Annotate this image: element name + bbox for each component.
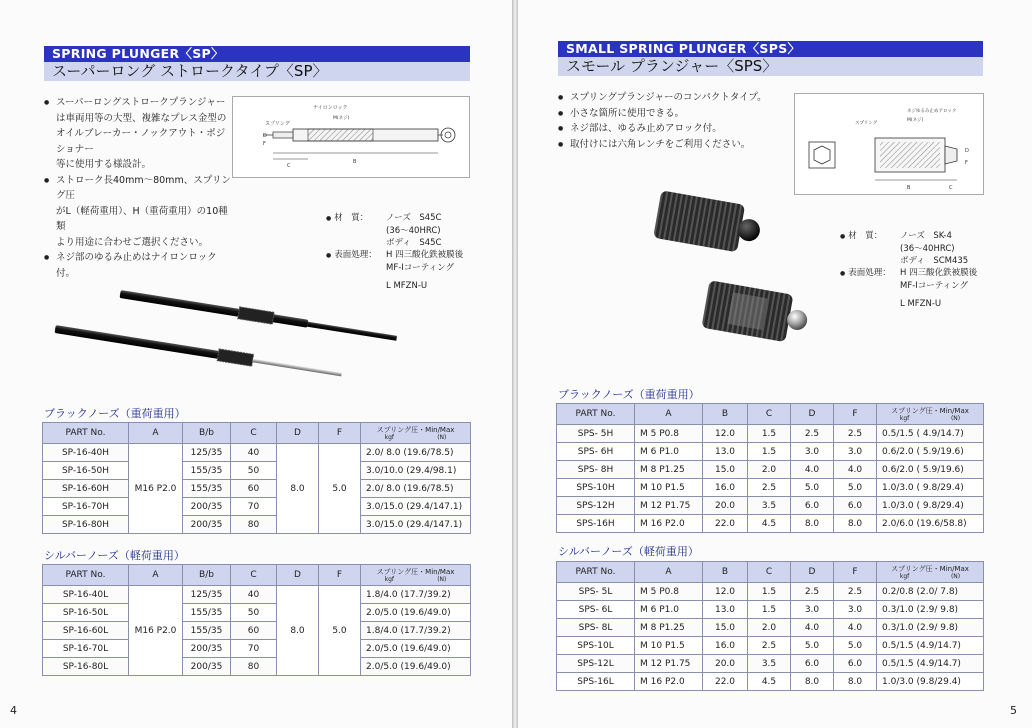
title-en: SPRING PLUNGER〈SP〉 bbox=[44, 46, 470, 62]
cell-c: 2.0 bbox=[748, 619, 791, 637]
table-row bbox=[557, 637, 984, 655]
black-nose-label: ブラックノーズ（重荷重用） bbox=[44, 407, 186, 420]
col-header: PART No. bbox=[43, 423, 129, 444]
title-jp: スモール プランジャー〈SPS〉 bbox=[558, 57, 983, 76]
cell-c: 50 bbox=[231, 462, 277, 480]
cell-b: 20.0 bbox=[703, 655, 748, 673]
part-no: SP-16-80L bbox=[43, 658, 129, 676]
load-header-main: スプリング圧・Min/Max bbox=[376, 567, 455, 576]
cell-c: 2.5 bbox=[748, 637, 791, 655]
table-row bbox=[557, 655, 984, 673]
part-no: SPS-12L bbox=[557, 655, 635, 673]
cell-bb: 200/35 bbox=[183, 516, 231, 534]
col-header: F bbox=[319, 565, 361, 586]
cell-c: 1.5 bbox=[748, 583, 791, 601]
spec-row bbox=[326, 249, 463, 262]
part-no: SPS-16H bbox=[557, 515, 635, 533]
part-no: SPS- 8L bbox=[557, 619, 635, 637]
feature-line: 等に使用する様設計。 bbox=[56, 159, 152, 170]
spec-value: ノーズ SK-4 bbox=[900, 231, 952, 241]
cell-d: 8.0 bbox=[277, 444, 319, 534]
end-view-inner bbox=[445, 132, 451, 138]
spec-key: ● 表面処理： bbox=[326, 250, 377, 260]
cell-load: 1.0/3.0 (9.8/29.4) bbox=[877, 673, 984, 691]
feature-line: ネジ部のゆるみ止めはナイロンロック付。 bbox=[56, 252, 217, 279]
cell-bb: 155/35 bbox=[183, 462, 231, 480]
cell-bb: 200/35 bbox=[183, 498, 231, 516]
part-no: SP-16-70H bbox=[43, 498, 129, 516]
part-no: SPS- 6L bbox=[557, 601, 635, 619]
table-row bbox=[43, 604, 471, 622]
feature-line: ストローク長40mm〜80mm、スプリング圧 bbox=[56, 174, 231, 201]
cell-a: M 16 P2.0 bbox=[635, 673, 703, 691]
thread-section bbox=[308, 129, 373, 141]
col-header: F bbox=[834, 404, 877, 425]
part-no: SP-16-40H bbox=[43, 444, 129, 462]
cell-a: M 8 P1.25 bbox=[635, 619, 703, 637]
table-row bbox=[43, 462, 471, 480]
spec-row bbox=[326, 225, 463, 237]
feature-line: より用途に合わせご選択ください。 bbox=[56, 236, 209, 248]
cell-load: 0.6/2.0 ( 5.9/19.6) bbox=[877, 461, 984, 479]
cell-load: 0.5/1.5 (4.9/14.7) bbox=[877, 637, 984, 655]
cell-d: 8.0 bbox=[791, 515, 834, 533]
col-header: C bbox=[231, 423, 277, 444]
cell-d: 3.0 bbox=[791, 443, 834, 461]
part-no: SPS- 6H bbox=[557, 443, 635, 461]
cell-load: 3.0/10.0 (29.4/98.1) bbox=[361, 462, 471, 480]
load-unit-n: (N) bbox=[950, 572, 961, 580]
label-b: B bbox=[907, 185, 911, 191]
cell-d: 3.0 bbox=[791, 601, 834, 619]
col-header: F bbox=[319, 423, 361, 444]
table-row bbox=[557, 461, 984, 479]
cell-a: M 10 P1.5 bbox=[635, 479, 703, 497]
cell-c: 40 bbox=[231, 444, 277, 462]
spec-row bbox=[326, 237, 463, 249]
col-header-load bbox=[361, 565, 471, 586]
cell-a: M 10 P1.5 bbox=[635, 637, 703, 655]
cell-c: 3.5 bbox=[748, 655, 791, 673]
cell-d: 6.0 bbox=[791, 655, 834, 673]
part-no: SPS-10L bbox=[557, 637, 635, 655]
cell-d: 2.5 bbox=[791, 583, 834, 601]
spec-row bbox=[840, 243, 977, 255]
spec-value: L MFZN-U bbox=[900, 299, 942, 309]
spec-value: MF-Iコーティング bbox=[900, 281, 968, 291]
surface-label: 表面処理 bbox=[334, 250, 369, 260]
table-row bbox=[557, 601, 984, 619]
cell-load: 3.0/15.0 (29.4/147.1) bbox=[361, 516, 471, 534]
cell-b: 13.0 bbox=[703, 601, 748, 619]
spec-row bbox=[840, 298, 977, 310]
label-spring: スプリング bbox=[265, 121, 290, 127]
page-number: 4 bbox=[10, 704, 17, 717]
load-unit-kgf: kgf bbox=[899, 414, 910, 422]
cell-f: 5.0 bbox=[834, 479, 877, 497]
spec-value: H 四三酸化鉄被膜後 bbox=[900, 268, 978, 278]
part-no: SP-16-80H bbox=[43, 516, 129, 534]
rod-silver-nose bbox=[54, 323, 342, 380]
material-label: 材 質 bbox=[848, 231, 874, 241]
feature-line: がL（軽荷重用）、H（重荷重用）の10種類 bbox=[56, 205, 228, 232]
feature-item bbox=[44, 95, 234, 173]
table-row bbox=[557, 673, 984, 691]
cell-b: 15.0 bbox=[703, 461, 748, 479]
cell-bb: 155/35 bbox=[183, 480, 231, 498]
feature-list bbox=[558, 90, 788, 152]
col-header: A bbox=[635, 404, 703, 425]
col-header: C bbox=[748, 404, 791, 425]
cell-bb: 200/35 bbox=[183, 640, 231, 658]
plunger-black-nose bbox=[653, 190, 764, 255]
cell-load: 0.3/1.0 (2.9/ 9.8) bbox=[877, 601, 984, 619]
title-block-sp bbox=[44, 46, 470, 81]
spec-value: MF-Iコーティング bbox=[386, 263, 454, 273]
col-header: D bbox=[277, 423, 319, 444]
feature-list bbox=[44, 95, 234, 281]
part-no: SP-16-60H bbox=[43, 480, 129, 498]
col-header: D bbox=[791, 562, 834, 583]
cell-d: 4.0 bbox=[791, 461, 834, 479]
label-thread: M(ネジ) bbox=[907, 118, 924, 123]
cell-bb: 155/35 bbox=[183, 604, 231, 622]
feature-item: ● 取付けには六角レンチをご利用ください。 bbox=[558, 137, 788, 153]
col-header: B bbox=[703, 562, 748, 583]
silver-nose-label: シルバーノーズ（軽荷重用） bbox=[558, 545, 699, 558]
label-c: C bbox=[287, 163, 291, 169]
col-header: D bbox=[791, 404, 834, 425]
load-header-main: スプリング圧・Min/Max bbox=[891, 406, 969, 415]
cell-load: 1.8/4.0 (17.7/39.2) bbox=[361, 586, 471, 604]
cell-f: 8.0 bbox=[834, 673, 877, 691]
cell-f: 4.0 bbox=[834, 461, 877, 479]
label-lock: ネジゆるみ止めアロック bbox=[907, 109, 957, 114]
thread-section bbox=[880, 142, 940, 168]
cell-d: 8.0 bbox=[791, 673, 834, 691]
cell-c: 60 bbox=[231, 622, 277, 640]
cell-c: 1.5 bbox=[748, 601, 791, 619]
spec-row bbox=[326, 262, 463, 274]
cell-d: 8.0 bbox=[277, 586, 319, 676]
col-header: B/b bbox=[183, 423, 231, 444]
cell-f: 3.0 bbox=[834, 443, 877, 461]
cell-c: 2.0 bbox=[748, 461, 791, 479]
cell-a: M16 P2.0 bbox=[129, 444, 183, 534]
cell-a: M16 P2.0 bbox=[129, 586, 183, 676]
cell-a: M 12 P1.75 bbox=[635, 655, 703, 673]
cell-f: 4.0 bbox=[834, 619, 877, 637]
nose-outline bbox=[273, 132, 293, 138]
load-unit-n: (N) bbox=[950, 414, 961, 422]
table-row bbox=[43, 658, 471, 676]
cell-b: 13.0 bbox=[703, 443, 748, 461]
cell-d: 4.0 bbox=[791, 619, 834, 637]
title-block-sps bbox=[558, 41, 983, 76]
cell-c: 50 bbox=[231, 604, 277, 622]
plunger-silver-nose bbox=[701, 280, 811, 345]
load-unit-n: (N) bbox=[437, 575, 447, 583]
cell-load: 2.0/6.0 (19.6/58.8) bbox=[877, 515, 984, 533]
cell-bb: 200/35 bbox=[183, 658, 231, 676]
label-d: D bbox=[263, 133, 267, 139]
part-no: SPS-10H bbox=[557, 479, 635, 497]
cell-b: 20.0 bbox=[703, 497, 748, 515]
end-view-circle bbox=[441, 128, 455, 142]
table-silver-nose bbox=[556, 561, 984, 691]
table-row bbox=[43, 516, 471, 534]
spec-value: ボディ S45C bbox=[386, 238, 442, 248]
rod-black-nose bbox=[119, 288, 397, 344]
cell-c: 1.5 bbox=[748, 443, 791, 461]
product-photo-rods bbox=[50, 280, 430, 390]
spec-value: L MFZN-U bbox=[386, 281, 428, 291]
spec-row bbox=[840, 280, 977, 292]
spec-value: (36〜40HRC) bbox=[900, 244, 955, 254]
cell-a: M 12 P1.75 bbox=[635, 497, 703, 515]
cell-load: 1.0/3.0 ( 9.8/29.4) bbox=[877, 479, 984, 497]
feature-line: スーパーロングストロークプランジャー bbox=[56, 97, 226, 108]
col-header: PART No. bbox=[557, 562, 635, 583]
table-header bbox=[557, 562, 984, 583]
cell-d: 5.0 bbox=[791, 479, 834, 497]
cell-load: 2.0/ 8.0 (19.6/78.5) bbox=[361, 444, 471, 462]
cell-a: M 5 P0.8 bbox=[635, 583, 703, 601]
spec-row bbox=[840, 267, 977, 280]
table-row bbox=[557, 583, 984, 601]
cell-load: 2.0/5.0 (19.6/49.0) bbox=[361, 658, 471, 676]
col-header: A bbox=[635, 562, 703, 583]
label-f: F bbox=[263, 141, 266, 147]
nose-outline bbox=[945, 146, 957, 164]
cell-d: 2.5 bbox=[791, 425, 834, 443]
col-header: C bbox=[748, 562, 791, 583]
cell-f: 6.0 bbox=[834, 655, 877, 673]
col-header: B/b bbox=[183, 565, 231, 586]
cell-load: 0.5/1.5 (4.9/14.7) bbox=[877, 655, 984, 673]
col-header-load bbox=[877, 404, 984, 425]
product-photo-plungers bbox=[648, 180, 848, 370]
spec-value: (36〜40HRC) bbox=[386, 226, 441, 236]
spec-row bbox=[840, 255, 977, 267]
table-row bbox=[557, 619, 984, 637]
cell-a: M 6 P1.0 bbox=[635, 443, 703, 461]
cell-c: 60 bbox=[231, 480, 277, 498]
cell-bb: 125/35 bbox=[183, 444, 231, 462]
cell-b: 16.0 bbox=[703, 637, 748, 655]
load-unit-kgf: kgf bbox=[384, 575, 394, 583]
cell-load: 0.2/0.8 (2.0/ 7.8) bbox=[877, 583, 984, 601]
col-header: PART No. bbox=[557, 404, 635, 425]
cell-c: 40 bbox=[231, 586, 277, 604]
spec-key: ● 材 質： bbox=[326, 213, 369, 223]
part-no: SP-16-40L bbox=[43, 586, 129, 604]
table-row bbox=[43, 498, 471, 516]
page-left bbox=[0, 0, 512, 728]
title-jp: スーパーロング ストロークタイプ〈SP〉 bbox=[44, 62, 470, 81]
cell-c: 4.5 bbox=[748, 673, 791, 691]
spec-value: H 四三酸化鉄被膜後 bbox=[386, 250, 464, 260]
cell-load: 0.3/1.0 (2.9/ 9.8) bbox=[877, 619, 984, 637]
cell-load: 2.0/5.0 (19.6/49.0) bbox=[361, 640, 471, 658]
part-no: SP-16-50H bbox=[43, 462, 129, 480]
part-no: SPS- 8H bbox=[557, 461, 635, 479]
cell-load: 2.0/5.0 (19.6/49.0) bbox=[361, 604, 471, 622]
dimension-diagram bbox=[232, 96, 470, 178]
cell-b: 22.0 bbox=[703, 515, 748, 533]
cell-bb: 155/35 bbox=[183, 622, 231, 640]
cell-c: 80 bbox=[231, 658, 277, 676]
label-thread: M(ネジ) bbox=[333, 116, 350, 121]
col-header-load bbox=[877, 562, 984, 583]
table-row bbox=[43, 622, 471, 640]
cell-load: 1.8/4.0 (17.7/39.2) bbox=[361, 622, 471, 640]
part-no: SP-16-70L bbox=[43, 640, 129, 658]
cell-c: 80 bbox=[231, 516, 277, 534]
table-row bbox=[43, 480, 471, 498]
cell-c: 70 bbox=[231, 640, 277, 658]
feature-item: ● 小さな箇所に使用できる。 bbox=[558, 106, 788, 122]
table-silver-nose bbox=[42, 564, 471, 676]
col-header-load bbox=[361, 423, 471, 444]
cell-f: 5.0 bbox=[319, 586, 361, 676]
feature-line: オイルブレーカー・ノックアウト・ポジショナー bbox=[56, 128, 226, 155]
cell-b: 16.0 bbox=[703, 479, 748, 497]
table-row bbox=[43, 586, 471, 604]
spec-key: ● 材 質： bbox=[840, 231, 883, 241]
table-black-nose bbox=[556, 403, 984, 533]
label-nylon: ナイロンロック bbox=[313, 105, 348, 111]
table-header bbox=[43, 423, 471, 444]
cell-f: 6.0 bbox=[834, 497, 877, 515]
spec-row bbox=[840, 230, 977, 243]
cell-d: 5.0 bbox=[791, 637, 834, 655]
table-header bbox=[43, 565, 471, 586]
cell-load: 0.6/2.0 ( 5.9/19.6) bbox=[877, 443, 984, 461]
table-row bbox=[43, 640, 471, 658]
cell-d: 6.0 bbox=[791, 497, 834, 515]
feature-item bbox=[44, 250, 234, 281]
table-row bbox=[557, 479, 984, 497]
cell-c: 1.5 bbox=[748, 425, 791, 443]
col-header: A bbox=[129, 423, 183, 444]
col-header: C bbox=[231, 565, 277, 586]
load-header-main: スプリング圧・Min/Max bbox=[891, 564, 969, 573]
col-header: A bbox=[129, 565, 183, 586]
cell-f: 5.0 bbox=[319, 444, 361, 534]
cell-load: 3.0/15.0 (29.4/147.1) bbox=[361, 498, 471, 516]
col-header: PART No. bbox=[43, 565, 129, 586]
col-header: B bbox=[703, 404, 748, 425]
cell-b: 12.0 bbox=[703, 583, 748, 601]
label-b: B bbox=[353, 159, 357, 165]
cell-a: M 16 P2.0 bbox=[635, 515, 703, 533]
cell-b: 22.0 bbox=[703, 673, 748, 691]
col-header: F bbox=[834, 562, 877, 583]
table-row bbox=[557, 443, 984, 461]
spec-value: ボディ SCM435 bbox=[900, 256, 969, 266]
page-number: 5 bbox=[1010, 704, 1017, 717]
load-unit-kgf: kgf bbox=[384, 433, 394, 441]
cell-a: M 6 P1.0 bbox=[635, 601, 703, 619]
table-header bbox=[557, 404, 984, 425]
label-c: C bbox=[949, 185, 953, 191]
cell-f: 5.0 bbox=[834, 637, 877, 655]
label-spring: スプリング bbox=[855, 121, 878, 126]
cell-load: 2.0/ 8.0 (19.6/78.5) bbox=[361, 480, 471, 498]
cell-load: 1.0/3.0 ( 9.8/29.4) bbox=[877, 497, 984, 515]
cell-c: 70 bbox=[231, 498, 277, 516]
cell-b: 15.0 bbox=[703, 619, 748, 637]
surface-label: 表面処理 bbox=[848, 268, 883, 278]
hex-socket bbox=[814, 146, 830, 164]
load-unit-kgf: kgf bbox=[899, 572, 910, 580]
part-no: SPS-12H bbox=[557, 497, 635, 515]
spec-row bbox=[326, 212, 463, 225]
title-en: SMALL SPRING PLUNGER〈SPS〉 bbox=[558, 41, 983, 57]
table-row bbox=[557, 497, 984, 515]
cell-c: 3.5 bbox=[748, 497, 791, 515]
label-f: F bbox=[965, 160, 968, 166]
load-unit-n: (N) bbox=[437, 433, 447, 441]
table-black-nose bbox=[42, 422, 471, 534]
part-no: SPS- 5L bbox=[557, 583, 635, 601]
material-specs bbox=[840, 230, 977, 310]
part-no: SPS-16L bbox=[557, 673, 635, 691]
silver-nose-label: シルバーノーズ（軽荷重用） bbox=[44, 549, 185, 562]
cell-b: 12.0 bbox=[703, 425, 748, 443]
cell-c: 4.5 bbox=[748, 515, 791, 533]
material-label: 材 質 bbox=[334, 213, 360, 223]
cell-f: 8.0 bbox=[834, 515, 877, 533]
page-right bbox=[518, 0, 1032, 728]
part-no: SP-16-60L bbox=[43, 622, 129, 640]
cell-f: 2.5 bbox=[834, 583, 877, 601]
feature-line: は車両用等の大型、複雑なプレス金型の bbox=[56, 112, 227, 124]
feature-item: ● スプリングプランジャーのコンパクトタイプ。 bbox=[558, 90, 788, 106]
col-header: D bbox=[277, 565, 319, 586]
cell-c: 2.5 bbox=[748, 479, 791, 497]
cell-load: 0.5/1.5 ( 4.9/14.7) bbox=[877, 425, 984, 443]
part-no: SP-16-50L bbox=[43, 604, 129, 622]
table-row bbox=[43, 444, 471, 462]
label-d: D bbox=[965, 148, 969, 154]
cell-f: 2.5 bbox=[834, 425, 877, 443]
cell-bb: 125/35 bbox=[183, 586, 231, 604]
load-header-main: スプリング圧・Min/Max bbox=[376, 425, 455, 434]
cell-f: 3.0 bbox=[834, 601, 877, 619]
black-nose-label: ブラックノーズ（重荷重用） bbox=[558, 388, 700, 401]
feature-item bbox=[44, 173, 234, 251]
spec-key: ● 表面処理： bbox=[840, 268, 891, 278]
part-no: SPS- 5H bbox=[557, 425, 635, 443]
spec-value: ノーズ S45C bbox=[386, 213, 442, 223]
cell-a: M 5 P0.8 bbox=[635, 425, 703, 443]
feature-item: ● ネジ部は、ゆるみ止めアロック付。 bbox=[558, 121, 788, 137]
cell-a: M 8 P1.25 bbox=[635, 461, 703, 479]
table-row bbox=[557, 515, 984, 533]
table-row bbox=[557, 425, 984, 443]
